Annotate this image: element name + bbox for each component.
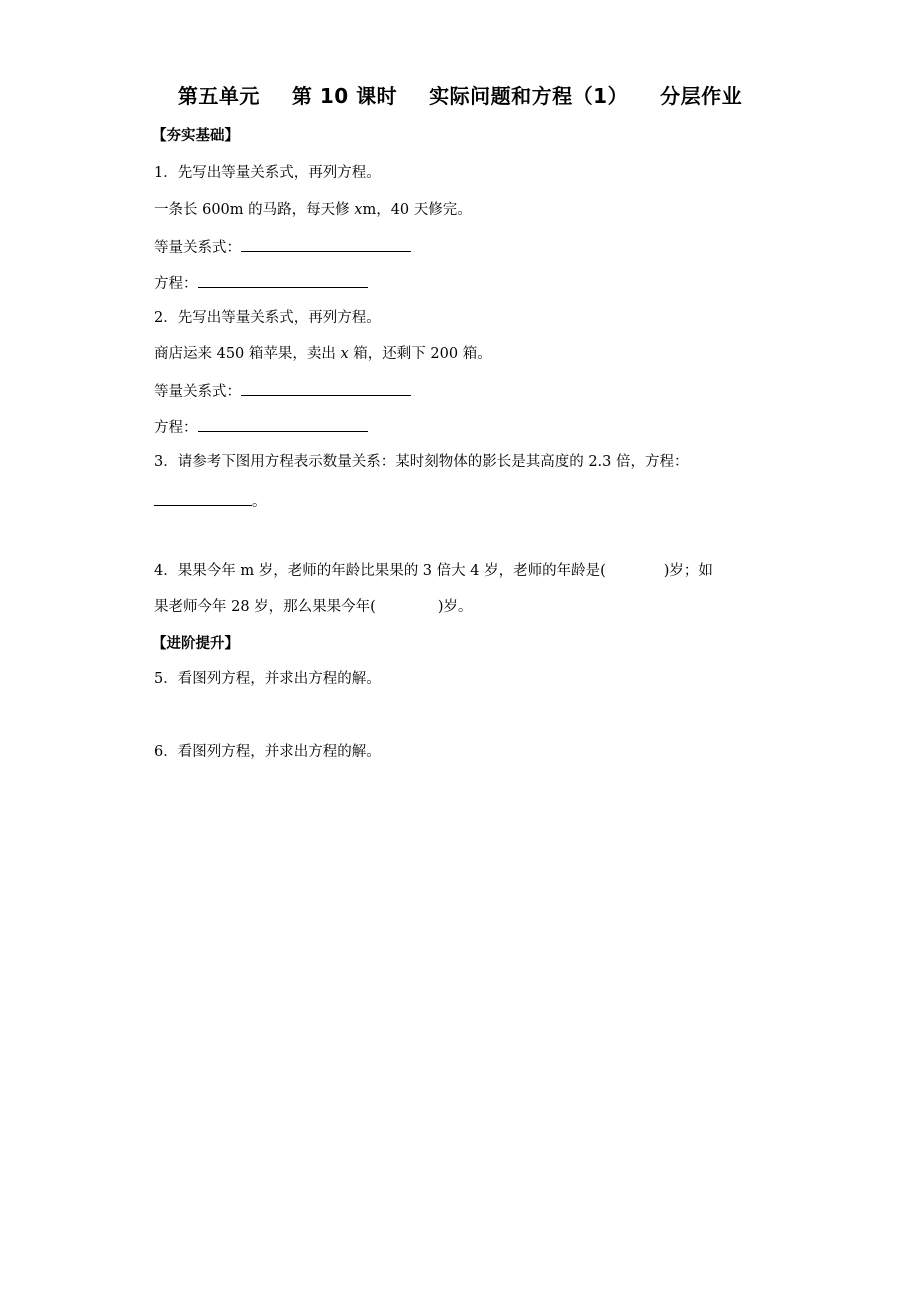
title-lesson: 第 10 课时 [291,84,398,108]
q6-text: 6．看图列方程，并求出方程的解。 [154,744,381,760]
q2-relation-label: 等量关系式： [154,384,241,400]
q1-text-a: 一条长 600m 的马路，每天修 [154,202,355,218]
q4-line2-a: 果老师今年 28 岁，那么果果今年( [154,599,376,615]
q4-line1-a: 4．果果今年 m 岁，老师的年龄比果果的 3 倍大 4 岁，老师的年龄是( [154,563,606,579]
q4-line2-b: )岁。 [437,599,473,615]
q2-text-b: 箱，还剩下 200 箱。 [348,346,492,362]
q2-equation-blank[interactable] [198,416,368,432]
q3-answer-row [154,490,267,512]
q4-line1-b: )岁；如 [663,563,713,579]
q5-text: 5．看图列方程，并求出方程的解。 [154,671,381,687]
q1-problem-text [154,200,472,220]
q1-variable: x [354,202,363,218]
q1-prompt: 1．先写出等量关系式，再列方程。 [154,165,381,181]
q1-relation-blank[interactable] [241,236,411,252]
q2-relation-row [154,380,411,402]
title-type: 分层作业 [660,84,743,108]
q3-end: 。 [252,494,267,510]
q1-equation-row [154,272,368,294]
q1-relation-label: 等量关系式： [154,240,241,256]
title-unit: 第五单元 [177,84,260,108]
q1-equation-blank[interactable] [198,272,368,288]
q4-line1 [154,561,713,581]
section-heading-basic: 【夯实基础】 [152,128,239,144]
q2-text-a: 商店运来 450 箱苹果，卖出 [154,346,341,362]
q4-line2 [154,597,473,617]
q2-equation-label: 方程： [154,420,198,436]
q1-equation-label: 方程： [154,276,198,292]
q2-problem-text [154,344,492,364]
title-topic: 实际问题和方程（1） [429,84,629,108]
q1-relation-row [154,236,411,258]
section-heading-advanced: 【进阶提升】 [152,636,239,652]
page-title [0,80,920,109]
q2-variable: x [340,346,349,362]
q2-prompt: 2．先写出等量关系式，再列方程。 [154,310,381,326]
q3-equation-blank[interactable] [154,490,252,506]
q3-text: 3．请参考下图用方程表示数量关系：某时刻物体的影长是其高度的 2.3 倍，方程： [154,454,689,470]
q1-text-b: m，40 天修完。 [362,202,472,218]
q2-equation-row [154,416,368,438]
q2-relation-blank[interactable] [241,380,411,396]
